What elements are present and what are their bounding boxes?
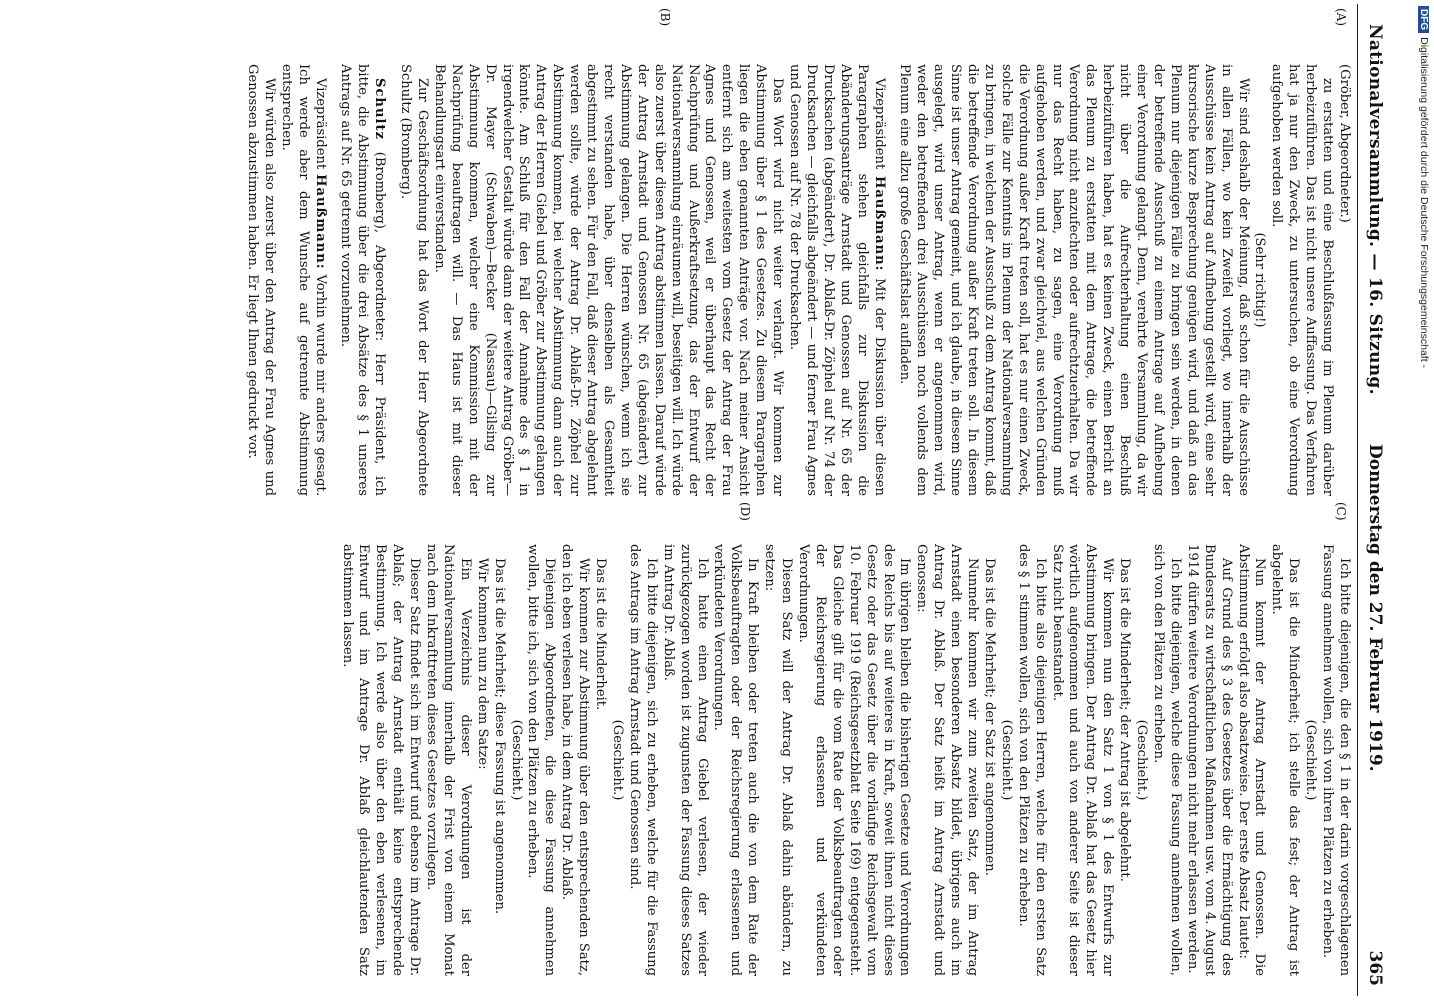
- paragraph-spacer: [328, 64, 337, 496]
- document-page: [22, 4, 1392, 996]
- funding-note: [1412, 6, 1430, 866]
- margin-marker-a: (A): [1334, 8, 1348, 27]
- stage-direction: (Geschieht.): [998, 719, 1014, 801]
- stage-direction: (Geschieht.): [610, 719, 626, 801]
- speaker-name: Haußmann:: [871, 175, 887, 272]
- text-paragraph: Wir sind deshalb der Meinung, daß schon für die Ausschüsse in allen Fällen, wo kein Zweifel vorliegt, wo innerhalb der Ausschüsse kein Antrag auf Aufhebung gestellt wird, eine sehr kursorische kurze Besprechung genügen wird, und daß an das Plenum nur diejenigen Fälle zu bringen sein werden, in denen der betreffende Ausschuß zu einem Antrage auf Aufhebung einer Verordnung gelangt. Denn, verehrte Versammlung, da wir nicht über die Aufrechterhaltung einen Beschluß herbeizuführen haben, hat es keinen Zweck, einen Bericht an das Plenum zu erstatten mit dem Antrage, die betreffende Verordnung nicht anzufechten oder aufrechtzuerhalten. Da wir nur das Recht haben, zu sagen, eine Verordnung muß aufgehoben werden, und zwar gleichviel, aus welchen Gründen die Verordnung außer Kraft treten soll, hat es nur einen Zweck, solche Fälle zur Kenntnis im Plenum der Nationalversammlung zu bringen, in welchen der Ausschuß zu dem Antrag kommt, daß die betreffende Verordnung außer Kraft treten soll. In diesem Sinne ist unser Antrag gemeint, und ich glaube, in diesem Sinne ausgelegt, wird unser Antrag, wenn er angenommen wird, weder den betreffenden drei Ausschüssen noch vollends dem Plenum eine allzu große Geschäftslast aufladen.: [897, 64, 1251, 496]
- speaker-continuation: (Gröber, Abgeordneter.): [1337, 64, 1352, 223]
- margin-marker-c: (C): [1334, 502, 1348, 521]
- speech-paragraph: [277, 64, 328, 496]
- text-paragraph: Ich bitte diejenigen, sich zu erheben, welche für die Fassung des Antrags im Antrag Arnstadt und Genossen sind.: [626, 544, 659, 976]
- speech-text: Mit der Diskussion über diesen Paragraphen stehen gleichfalls zur Diskussion die Abänderungsanträge Arnstadt und Genossen auf Nr. 65 der Drucksachen (abgeändert), Dr. Ablaß-Dr. Zöphel auf Nr. 74 der Drucksachen — gleichfalls abgeändert — und ferner Frau Agnes und Genossen auf Nr. 78 der Drucksachen.: [787, 64, 887, 496]
- text-paragraph: Das ist die Minderheit; ich stelle das fest; der Antrag ist abgelehnt.: [1269, 544, 1302, 976]
- paragraph-spacer: [387, 64, 396, 496]
- page-number: 365: [1365, 950, 1385, 986]
- speech-paragraph: [785, 64, 886, 496]
- text-paragraph: Ich bitte diejenigen, welche diese Fassung annehmen wollen, sich von den Plätzen zu erheben.: [1151, 544, 1183, 976]
- text-paragraph: Ich bitte also diejenigen Herren, welche für den ersten Satz des § 1 stimmen wollen, sich von den Plätzen zu erheben.: [1015, 544, 1048, 976]
- text-paragraph: Das ist die Mehrheit; der Satz ist angenommen.: [981, 558, 997, 876]
- funding-text: Digitalisierung gefördert durch die Deutsche Forschungsgemeinschaft -: [1418, 37, 1430, 369]
- right-column: [32, 544, 1352, 976]
- stage-direction: (Geschieht.): [1303, 719, 1319, 801]
- text-paragraph: Ich hatte einen Antrag Giebel verlesen, der wieder zurückgezogen worden ist zugunsten der Fassung dieses Satzes im Antrag Dr. Ablaß.: [660, 544, 710, 976]
- margin-marker-d: (D): [738, 502, 752, 521]
- speaker-name: Schultz: [372, 78, 388, 140]
- text-paragraph: Ich bitte diejenigen, die den § 1 in der darin vorgeschlagenen Fassung annehmen wollen, sich von ihren Plätzen zu erheben.: [1320, 544, 1352, 976]
- left-column: [32, 64, 1352, 496]
- text-paragraph: Nunmehr kommen wir zum zweiten Satz, der im Antrag Arnstadt einen besonderen Absatz bildet, übrigens auch im Antrag Dr. Ablaß. Der Satz heißt im Antrag Arnstadt und Genossen:: [914, 544, 981, 976]
- text-paragraph: Diejenigen Abgeordneten, die diese Fassung annehmen wollen, bitte ich, sich von den Plätzen zu erheben.: [525, 544, 558, 976]
- dfg-logo: DFG: [1418, 6, 1429, 33]
- text-paragraph: Diesen Satz will der Antrag Dr. Ablaß dahin abändern, zu setzen:: [762, 544, 795, 976]
- stage-direction: (Geschieht.): [508, 719, 524, 801]
- text-paragraph: zu erstatten und eine Beschlußfassung im Plenum darüber herbeizuführen. Das ist nicht unsere Auffassung. Das Verfahren hat ja nur den Zweck, zu untersuchen, ob eine Verordnung aufgehoben werden soll.: [1269, 64, 1336, 496]
- text-paragraph: Nun kommt der Antrag Arnstadt und Genossen. Die Abstimmung erfolgt also absatzweise. Der erste Absatz lautet:: [1235, 544, 1268, 976]
- text-paragraph: Das ist die Minderheit.: [593, 558, 609, 711]
- text-paragraph: Dieser Satz findet sich im Entwurf und ebenso im Antrage Dr. Ablaß; der Antrag Arnstadt enthält keine entsprechende Bestimmung. Ich werde also über den eben verlesenen, im Entwurf und im Antrage Dr. Ablaß gleichlautenden Satz abstimmen lassen.: [339, 544, 423, 976]
- text-paragraph: In Kraft bleiben oder treten auch die von dem Rate der Volksbeauftragten oder der Reichsregierung erlassenen und verkündeten Verordnungen.: [711, 544, 761, 976]
- text-paragraph: Ein Verzeichnis dieser Verordnungen ist der Nationalversammlung innerhalb der Frist von einem Monat nach dem Inkrafttreten dieses Gesetzes vorzulegen.: [424, 544, 473, 976]
- speech-text: (Bromberg), Abgeordneter: Herr Präsident, ich bitte, die Abstimmung über die drei Absätze des § 1 unseres Antrags auf Nr. 65 getrennt vorzunehmen.: [338, 64, 388, 496]
- text-paragraph: Wir kommen nun zu dem Satze:: [474, 558, 490, 770]
- text-paragraph: Wir kommen zur Abstimmung über den entsprechenden Satz, den ich eben verlesen habe, in dem Antrag Dr. Ablaß.: [559, 544, 592, 976]
- speaker-role: Vizepräsident: [312, 78, 328, 170]
- text-paragraph: Wir würden also zuerst über den Antrag der Frau Agnes und Genossen abzustimmen haben. Er liegt Ihnen gedruckt vor.: [244, 64, 277, 496]
- session-date: Donnerstag den 27. Februar 1919.: [1365, 444, 1385, 772]
- page-header: [1357, 4, 1392, 996]
- text-paragraph: Das ist die Mehrheit; diese Fassung ist angenommen.: [491, 558, 507, 915]
- text-paragraph: Das ist die Minderheit; der Antrag ist abgelehnt.: [1117, 558, 1133, 882]
- speaker-name: Haußmann:: [312, 174, 328, 270]
- running-title: Nationalversammlung. — 16. Sitzung.: [1365, 24, 1385, 395]
- stage-direction: (Sehr richtig!): [1252, 232, 1268, 328]
- paragraph-spacer: [887, 64, 896, 496]
- text-paragraph: Auf Grund des § 3 des Gesetzes über die Ermächtigung des Bundesrats zu wirtschaftlichen Maßnahmen usw. vom 4. August 1914 dürfen weitere Verordnungen nicht mehr erlassen werden.: [1184, 544, 1234, 976]
- speaker-role: Vizepräsident: [871, 78, 887, 170]
- margin-marker-b: (B): [658, 8, 672, 27]
- speech-paragraph: [337, 64, 388, 496]
- text-paragraph: Das Wort wird nicht weiter verlangt. Wir kommen zur Abstimmung über § 1 des Gesetzes. Zu diesem Paragraphen liegen die eben genannten Anträge vor. Nach meiner Ansicht entfernt sich am weitesten vom Gesetz der Antrag der Frau Agnes und Genossen, weil er überhaupt das Recht der Nachprüfung und Außerkraftsetzung, das der Entwurf der Nationalversammlung einräumen will, beseitigen will. Ich würde also zuerst über diesen Antrag abstimmen lassen. Darauf würde der Antrag Arnstadt und Genossen Nr. 65 (abgeändert) zur Abstimmung gelangen. Die Herren wünschen, wenn ich sie recht verstanden habe, über denselben als Gesamtheit abgestimmt zu sehen. Für den Fall, daß dieser Antrag abgelehnt werden sollte, würde der Antrag Dr. Ablaß-Dr. Zöphel zur Abstimmung kommen, bei welcher Abstimmung dann auch der Antrag der Herren Giebel und Gröber zur Abstimmung gelangen könnte. Am Schluß für den Fall der Annahme des § 1 in irgendwelcher Gestalt würde dann der weitere Antrag Gröber—Dr. Mayer (Schwaben)—Becker (Nassau)—Gilsing zur Abstimmung kommen, welcher eine Kommission mit der Nachprüfung beauftragen will. — Das Haus ist mit dieser Behandlungsart einverstanden.: [431, 64, 786, 496]
- text-paragraph: Wir kommen nun den Satz 1 von § 1 des Entwurfs zur Abstimmung bringen. Der Antrag Dr. Ablaß hat das Gesetz hier wörtlich aufgenommen und auch von anderer Seite ist dieser Satz nicht beanstandet.: [1049, 544, 1116, 976]
- text-paragraph: Zur Geschäftsordnung hat das Wort der Herr Abgeordnete Schultz (Bromberg).: [398, 64, 431, 496]
- stage-direction: (Geschieht.): [1134, 719, 1150, 801]
- speech-text: Vorhin wurde mir anders gesagt. Ich werde aber dem Wunsche auf getrennte Abstimmung entsprechen.: [278, 64, 328, 496]
- text-paragraph: Im übrigen bleiben die bisherigen Gesetze und Verordnungen des Reichs bis auf weiteres in Kraft, soweit ihnen nicht dieses Gesetz oder das Gesetz über die vorläufige Reichsgewalt vom 10. Februar 1919 (Reichsgesetzblatt Seite 169) entgegensteht. Das Gleiche gilt für die vom Rate der Volksbeauftragten oder der Reichsregierung erlassenen und verkündeten Verordnungen.: [796, 544, 913, 976]
